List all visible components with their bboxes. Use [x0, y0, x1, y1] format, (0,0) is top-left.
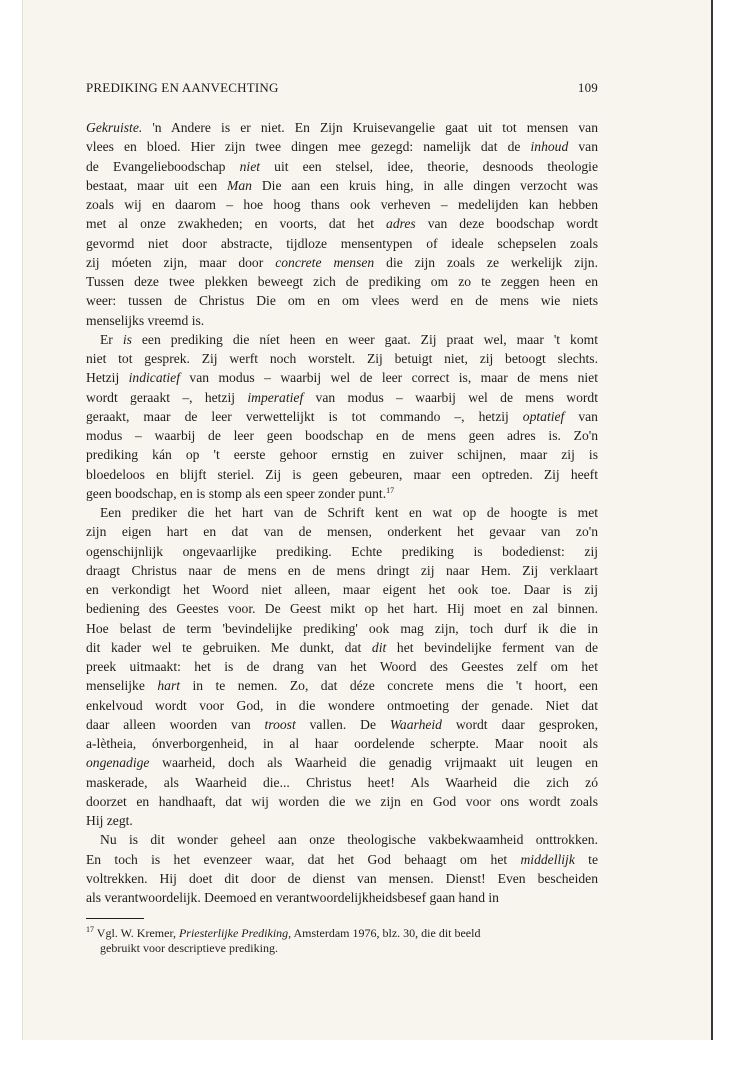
running-title: PREDIKING EN AANVECHTING [86, 80, 279, 95]
text-run: a-lètheia, ónverborgenheid, in al haar oordelende scherpte. Maar nooit als [86, 736, 598, 751]
text-run: 'n Andere is er niet. En Zijn Kruisevangelie gaat uit tot mensen van [142, 120, 598, 135]
italic-text: troost [264, 716, 296, 732]
italic-text: ongenadige [86, 755, 150, 771]
italic-text: concrete mensen [275, 254, 375, 270]
text-line [86, 445, 598, 464]
page-number: 109 [577, 80, 598, 95]
text-line [86, 657, 598, 676]
text-run: van modus – waarbij wel de mens wordt [303, 389, 598, 405]
text-run: prediking kán op 't eerste gehoor ernstig en zuiver schijnen, maar zij is [86, 447, 598, 463]
text-line [86, 580, 598, 599]
text-line [86, 157, 598, 176]
italic-text: adres [386, 216, 416, 232]
text-line [86, 503, 598, 522]
text-line [86, 753, 598, 772]
text-run: van modus – waarbij wel de leer correct is, maar de mens niet [179, 370, 598, 386]
text-line [86, 272, 598, 291]
text-run: Er [100, 331, 123, 347]
italic-text: dit [371, 639, 387, 655]
text-run: gevormd niet door abstracte, tijdloze mensentypen of ideale schepselen zoals [86, 235, 598, 251]
text-line [86, 869, 598, 888]
text-run: vlees en bloed. Hier zijn twee dingen mee gezegd: namelijk dat de [86, 139, 531, 155]
text-line [86, 792, 598, 811]
footnote-line [86, 926, 598, 941]
text-line [86, 811, 598, 830]
paragraph [86, 830, 598, 907]
text-run: draagt Christus naar de mens en de mens dringt zij naar Hem. Zij verklaart [86, 562, 598, 578]
text-run: maskerade, als Waarheid die... Christus heet! Als Waarheid die zich zó [86, 774, 598, 790]
text-run: preek uitmaakt: het is de drang van het Woord des Geestes zelf om het [86, 659, 598, 674]
italic-text: hart [157, 678, 181, 694]
text-run: menselijks vreemd is. [86, 312, 205, 328]
text-line [86, 599, 598, 618]
text-run: die zijn zoals ze werkelijk zijn. [374, 254, 598, 270]
text-run: Nu is dit wonder geheel aan onze theologische vakbekwaamheid onttrokken. [100, 832, 598, 848]
footnote-line [86, 941, 598, 956]
text-run: geraakt, maar de leer verwettelijkt is tot commando –, hetzij [86, 408, 523, 424]
text-run: zijn eigen hart en dat van de mensen, onderkent het gevaar van zo'n [86, 524, 598, 540]
text-run: met al onze zwakheden; en voorts, dat het [86, 216, 387, 232]
text-line [86, 330, 598, 349]
text-line [86, 195, 598, 214]
text-run: weer: tussen de Christus Die om en om vlees werd en de mens wie niets [86, 293, 598, 309]
text-line [86, 638, 598, 657]
italic-text: middellijk [520, 851, 575, 867]
text-run: Hij zegt. [86, 813, 133, 828]
paragraph [86, 118, 598, 330]
text-line [86, 850, 598, 869]
text-run: wordt daar gesproken, [441, 716, 598, 732]
text-run: bloedeloos en blijft steriel. Zij is geen gebeuren, maar een optreden. Zij heeft [86, 466, 598, 482]
text-run: Een prediker die het hart van de Schrift kent en wat op de hoogte is met [100, 505, 598, 520]
text-run: te [574, 851, 598, 867]
text-line [86, 734, 598, 753]
text-line [86, 388, 598, 407]
text-line [86, 368, 598, 387]
text-run: daar alleen woorden van [86, 716, 265, 732]
text-run: modus – waarbij de leer geen boodschap en de mens geen adres is. Zo'n [86, 428, 598, 443]
running-header [86, 80, 598, 100]
text-run: Tussen deze twee plekken beweegt zich de prediking om zo te zeggen heen en [86, 274, 598, 289]
italic-text: is [122, 331, 132, 347]
text-run: en verkondigt het Woord niet alleen, maar eigent het ook toe. Daar is zij [86, 582, 598, 597]
text-run: bestaat, maar uit een [86, 177, 228, 193]
italic-text: Priesterlijke Prediking, [178, 926, 292, 940]
text-run: Amsterdam 1976, blz. 30, die dit beeld [291, 926, 481, 940]
text-line [86, 407, 598, 426]
body-text [86, 118, 598, 907]
italic-text: indicatief [128, 370, 180, 386]
text-line [86, 676, 598, 695]
text-line [86, 484, 598, 503]
text-run: doorzet en handhaaft, dat wij worden die we zijn en God voor ons wordt zoals [86, 793, 598, 809]
text-line [86, 619, 598, 638]
italic-text: optatief [522, 408, 565, 424]
text-line [86, 349, 598, 368]
text-run: vallen. De [295, 716, 390, 732]
text-run: En toch is het evenzeer waar, dat het God behaagt om het [86, 851, 521, 867]
text-line [86, 696, 598, 715]
text-run: dit kader wel te gebruiken. Me dunkt, dat [86, 639, 372, 655]
italic-text: inhoud [530, 139, 569, 155]
text-run: wordt geraakt –, hetzij [86, 389, 248, 405]
paragraph [86, 503, 598, 830]
footnote-ref: 17 [386, 485, 395, 495]
text-run: van [564, 408, 598, 424]
text-line [86, 715, 598, 734]
text-run: Hoe belast de term 'bevindelijke prediking' ook mag zijn, toch durf ik die in [86, 620, 598, 636]
paragraph [86, 330, 598, 503]
italic-text: Gekruiste. [86, 120, 143, 135]
text-run: van [568, 139, 598, 155]
text-run: Vgl. W. Kremer, [96, 926, 179, 940]
text-run: een prediking die níet heen en weer gaat. Zij praat wel, maar 't komt [131, 331, 598, 347]
text-line [86, 830, 598, 849]
text-run: zoals wij en daarom – hoe hoog thans ook verheven – medelijden kan hebben [86, 197, 598, 212]
text-run: ogenschijnlijk ongevaarlijke prediking. Echte prediking is bodedienst: zij [86, 543, 598, 559]
text-run: bediening des Geestes voor. De Geest mikt op het hart. Hij moet en zal binnen. [86, 601, 598, 617]
italic-text: Man [227, 177, 252, 193]
text-line [86, 291, 598, 310]
text-line [86, 176, 598, 195]
text-run: van deze boodschap wordt [415, 216, 598, 232]
text-line [86, 118, 598, 137]
text-run: menselijke [86, 678, 158, 694]
text-run: Die aan een kruis hing, in alle dingen verzocht was [251, 177, 598, 193]
text-run: enkelvoud wordt voor God, in die wondere ontmoeting der genade. Niet dat [86, 697, 598, 713]
text-line [86, 522, 598, 541]
footnote-marker: 17 [86, 925, 94, 934]
italic-text: niet [239, 158, 261, 174]
text-run: uit een stelsel, idee, theorie, desnoods theologie [260, 158, 598, 174]
text-line [86, 311, 598, 330]
text-line [86, 426, 598, 445]
text-line [86, 214, 598, 233]
text-run: in te nemen. Zo, dat déze concrete mens die 't hoort, een [180, 678, 598, 694]
text-run: Hetzij [86, 370, 129, 386]
footnote-rule [86, 918, 144, 919]
text-run: als verantwoordelijk. Deemoed en verantwoordelijkheidsbesef gaan hand in [86, 890, 499, 905]
text-line [86, 253, 598, 272]
text-run: waarheid, doch als Waarheid die genadig vrijmaakt uit leugen en [149, 755, 598, 771]
italic-text: imperatief [247, 389, 304, 405]
text-run: zij móeten zijn, maar door [86, 254, 276, 270]
text-run: de Evangelieboodschap [86, 158, 240, 174]
text-line [86, 234, 598, 253]
text-run: voltrekken. Hij doet dit door de dienst van mensen. Dienst! Even bescheiden [86, 870, 598, 886]
text-run: gebruikt voor descriptieve prediking. [100, 941, 278, 955]
text-line [86, 561, 598, 580]
text-run: niet tot gesprek. Zij werft noch worstelt. Zij betuigt niet, zij betoogt slechts. [86, 351, 598, 366]
text-run: het bevindelijke ferment van de [386, 639, 598, 655]
footnote [86, 926, 598, 956]
text-line [86, 773, 598, 792]
text-line [86, 137, 598, 156]
text-line [86, 888, 598, 907]
italic-text: Waarheid [389, 716, 442, 732]
text-line [86, 465, 598, 484]
text-line [86, 542, 598, 561]
text-run: geen boodschap, en is stomp als een speer zonder punt. [86, 485, 387, 501]
